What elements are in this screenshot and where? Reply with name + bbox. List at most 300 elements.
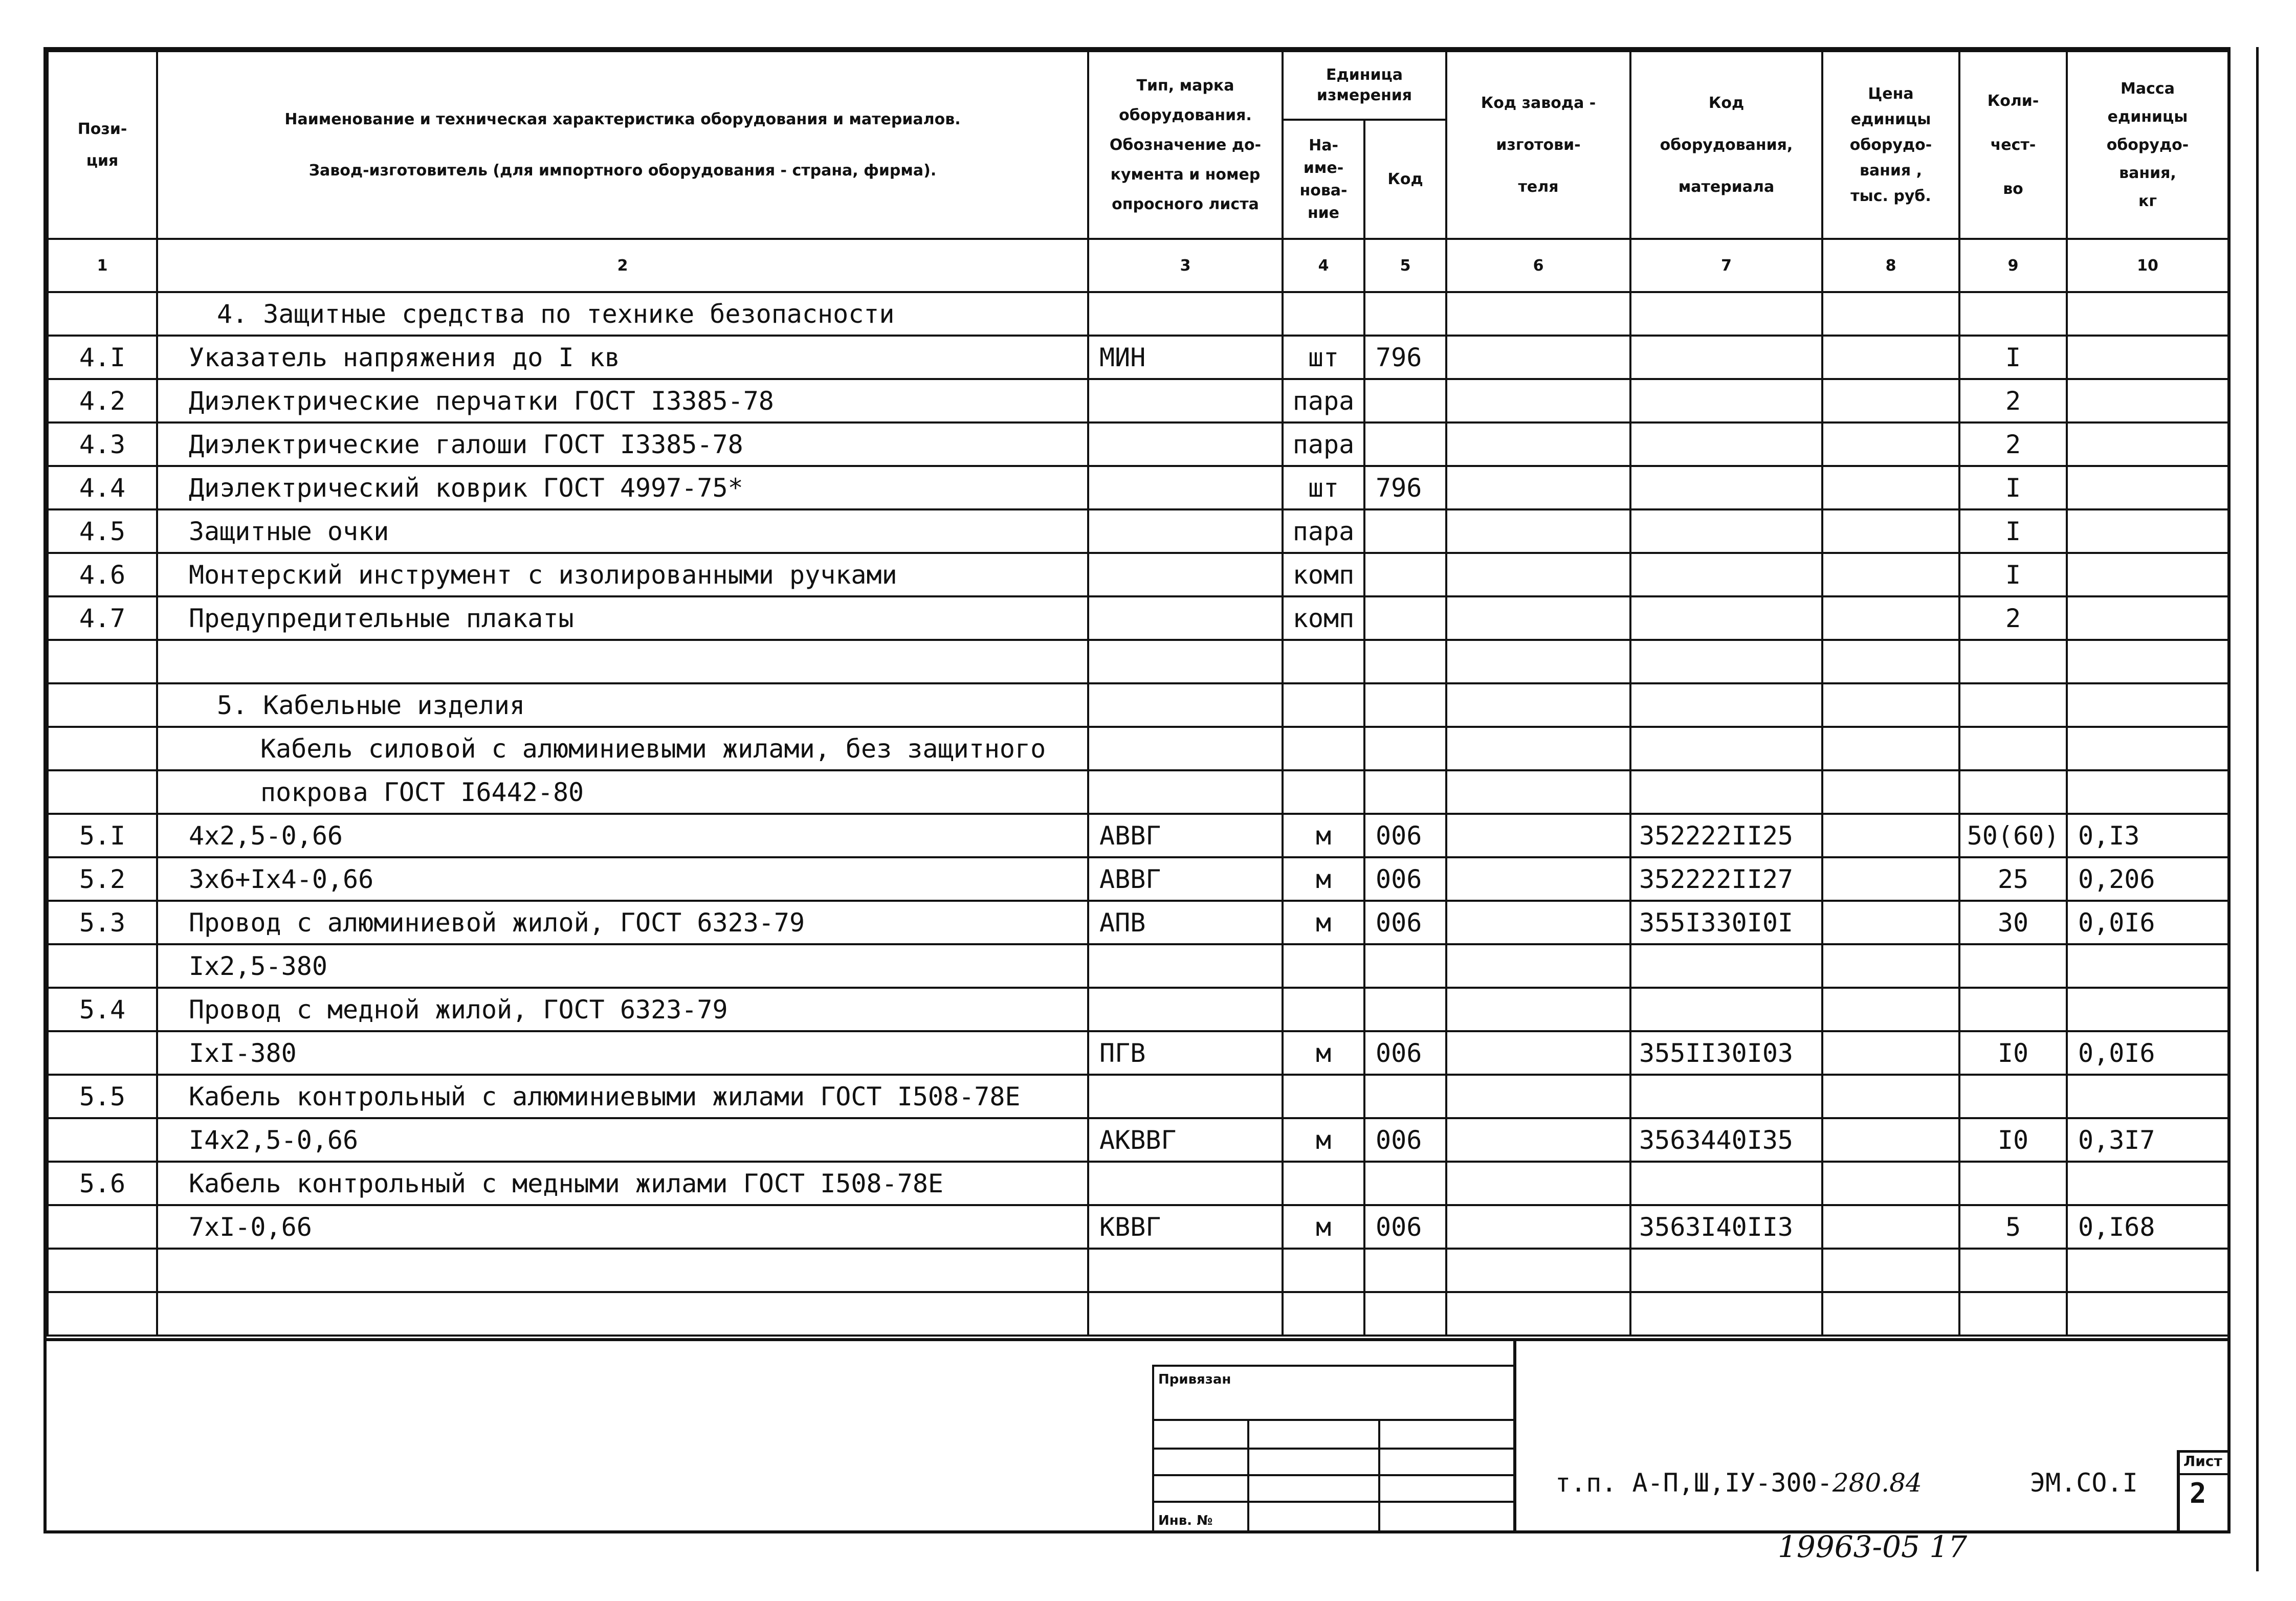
unit-name-cell bbox=[1283, 1292, 1364, 1336]
price-cell bbox=[1822, 901, 1959, 944]
factory-code-cell bbox=[1446, 466, 1630, 509]
column-number: 8 bbox=[1822, 239, 1959, 292]
header-line: вания , bbox=[1859, 161, 1923, 180]
mass-cell bbox=[2067, 596, 2228, 640]
price-cell bbox=[1822, 423, 1959, 466]
unit-code-cell bbox=[1364, 1249, 1446, 1292]
table-row bbox=[48, 1075, 2228, 1118]
price-cell bbox=[1822, 727, 1959, 770]
document-code: ЭМ.СО.I bbox=[2030, 1468, 2138, 1498]
table-row bbox=[48, 336, 2228, 379]
type-cell bbox=[1088, 640, 1283, 683]
header-line: Единица bbox=[1326, 66, 1403, 84]
quantity-cell: 5 bbox=[1959, 1205, 2067, 1249]
quantity-cell: I0 bbox=[1959, 1031, 2067, 1075]
name-cell: Предупредительные плакаты bbox=[157, 596, 1088, 640]
table-row bbox=[48, 988, 2228, 1031]
type-cell: ПГВ bbox=[1088, 1031, 1283, 1075]
unit-code-cell bbox=[1364, 770, 1446, 814]
position-cell: 5.4 bbox=[48, 988, 157, 1031]
quantity-cell: I bbox=[1959, 553, 2067, 596]
header-line: материала bbox=[1678, 177, 1775, 196]
equipment-code-cell bbox=[1630, 336, 1822, 379]
header-line: Код bbox=[1708, 94, 1745, 112]
mass-cell bbox=[2067, 379, 2228, 423]
column-number: 1 bbox=[48, 239, 157, 292]
mass-cell bbox=[2067, 727, 2228, 770]
unit-code-cell: 796 bbox=[1364, 466, 1446, 509]
unit-name-cell: м bbox=[1283, 814, 1364, 857]
unit-name-cell: пара bbox=[1283, 509, 1364, 553]
factory-code-cell bbox=[1446, 423, 1630, 466]
column-number: 3 bbox=[1088, 239, 1283, 292]
header-line: единицы bbox=[1850, 110, 1931, 128]
factory-code-cell bbox=[1446, 944, 1630, 988]
unit-name-cell bbox=[1283, 988, 1364, 1031]
table-row bbox=[48, 944, 2228, 988]
header-line: изготови- bbox=[1496, 136, 1581, 154]
type-cell bbox=[1088, 423, 1283, 466]
table-row bbox=[48, 901, 2228, 944]
name-cell: 4. Защитные средства по технике безопасности bbox=[157, 292, 1088, 336]
column-number: 6 bbox=[1446, 239, 1630, 292]
equipment-code-cell: 355I330I0I bbox=[1630, 901, 1822, 944]
price-cell bbox=[1822, 336, 1959, 379]
unit-name-cell: м bbox=[1283, 1118, 1364, 1162]
position-cell bbox=[48, 1249, 157, 1292]
table-row bbox=[48, 640, 2228, 683]
factory-code-cell bbox=[1446, 1162, 1630, 1205]
unit-name-cell bbox=[1283, 292, 1364, 336]
price-cell bbox=[1822, 683, 1959, 727]
unit-name-cell: пара bbox=[1283, 379, 1364, 423]
table-row bbox=[48, 1031, 2228, 1075]
unit-code-cell bbox=[1364, 727, 1446, 770]
mass-cell bbox=[2067, 1292, 2228, 1336]
name-cell: 7хI-0,66 bbox=[157, 1205, 1088, 1249]
position-cell: 5.I bbox=[48, 814, 157, 857]
name-cell: Iх2,5-380 bbox=[157, 944, 1088, 988]
mass-cell bbox=[2067, 466, 2228, 509]
quantity-cell: 30 bbox=[1959, 901, 2067, 944]
position-cell: 4.4 bbox=[48, 466, 157, 509]
type-cell bbox=[1088, 683, 1283, 727]
equipment-code-cell bbox=[1630, 509, 1822, 553]
header-factory-code bbox=[1446, 51, 1630, 239]
header-line: тыс. руб. bbox=[1850, 187, 1931, 205]
header-line: измерения bbox=[1316, 86, 1412, 104]
header-line: ция bbox=[86, 151, 119, 170]
type-cell bbox=[1088, 770, 1283, 814]
position-cell bbox=[48, 944, 157, 988]
name-cell: Кабель силовой с алюминиевыми жилами, без защитного bbox=[157, 727, 1088, 770]
quantity-cell bbox=[1959, 1075, 2067, 1118]
quantity-cell bbox=[1959, 1249, 2067, 1292]
column-number-row bbox=[48, 239, 2228, 292]
header-mass bbox=[2067, 51, 2228, 239]
unit-code-cell bbox=[1364, 379, 1446, 423]
type-cell: АПВ bbox=[1088, 901, 1283, 944]
table-row bbox=[48, 1292, 2228, 1336]
equipment-code-cell bbox=[1630, 683, 1822, 727]
factory-code-cell bbox=[1446, 857, 1630, 901]
column-number: 10 bbox=[2067, 239, 2228, 292]
header-line: Наименование и техническая характеристика оборудования и материалов. bbox=[284, 110, 961, 128]
position-cell bbox=[48, 1118, 157, 1162]
equipment-code-cell: 352222II27 bbox=[1630, 857, 1822, 901]
mass-cell bbox=[2067, 336, 2228, 379]
quantity-cell bbox=[1959, 727, 2067, 770]
header-equipment-code bbox=[1630, 51, 1822, 239]
quantity-cell bbox=[1959, 988, 2067, 1031]
mass-cell: 0,3I7 bbox=[2067, 1118, 2228, 1162]
position-cell bbox=[48, 1205, 157, 1249]
price-cell bbox=[1822, 1205, 1959, 1249]
unit-code-cell bbox=[1364, 509, 1446, 553]
position-cell bbox=[48, 683, 157, 727]
quantity-cell bbox=[1959, 1292, 2067, 1336]
bound-label: Привязан bbox=[1158, 1372, 1231, 1387]
quantity-cell bbox=[1959, 770, 2067, 814]
name-cell bbox=[157, 640, 1088, 683]
name-cell: Кабель контрольный с алюминиевыми жилами ГОСТ I508-78Е bbox=[157, 1075, 1088, 1118]
unit-name-cell: шт bbox=[1283, 466, 1364, 509]
type-cell bbox=[1088, 379, 1283, 423]
unit-name-cell bbox=[1283, 727, 1364, 770]
header-unit-name bbox=[1283, 120, 1364, 239]
unit-name-cell bbox=[1283, 1249, 1364, 1292]
type-cell: КВВГ bbox=[1088, 1205, 1283, 1249]
header-line: Цена bbox=[1868, 84, 1914, 103]
name-cell: Монтерский инструмент с изолированными ручками bbox=[157, 553, 1088, 596]
type-cell bbox=[1088, 553, 1283, 596]
unit-code-cell: 006 bbox=[1364, 901, 1446, 944]
mass-cell bbox=[2067, 1162, 2228, 1205]
unit-code-cell bbox=[1364, 1162, 1446, 1205]
table-row bbox=[48, 596, 2228, 640]
quantity-cell: 25 bbox=[1959, 857, 2067, 901]
name-cell: Защитные очки bbox=[157, 509, 1088, 553]
name-cell bbox=[157, 1249, 1088, 1292]
type-cell bbox=[1088, 1292, 1283, 1336]
header-line: оборудования. bbox=[1119, 106, 1252, 124]
name-cell: Диэлектрический коврик ГОСТ 4997-75* bbox=[157, 466, 1088, 509]
unit-code-cell: 006 bbox=[1364, 857, 1446, 901]
table-row bbox=[48, 1205, 2228, 1249]
quantity-cell bbox=[1959, 292, 2067, 336]
type-cell bbox=[1088, 988, 1283, 1031]
name-cell: Провод с медной жилой, ГОСТ 6323-79 bbox=[157, 988, 1088, 1031]
type-cell bbox=[1088, 944, 1283, 988]
factory-code-cell bbox=[1446, 1031, 1630, 1075]
factory-code-cell bbox=[1446, 770, 1630, 814]
unit-name-cell: комп bbox=[1283, 553, 1364, 596]
type-cell bbox=[1088, 727, 1283, 770]
unit-name-cell bbox=[1283, 1075, 1364, 1118]
equipment-code-cell bbox=[1630, 1249, 1822, 1292]
header-line: единицы bbox=[2107, 108, 2188, 126]
mass-cell bbox=[2067, 944, 2228, 988]
header-line: Коли- bbox=[1987, 92, 2039, 110]
name-cell: Кабель контрольный с медными жилами ГОСТ I508-78Е bbox=[157, 1162, 1088, 1205]
factory-code-cell bbox=[1446, 814, 1630, 857]
quantity-cell: 50(60) bbox=[1959, 814, 2067, 857]
factory-code-cell bbox=[1446, 553, 1630, 596]
sheet-number: 2 bbox=[2190, 1477, 2206, 1509]
mass-cell: 0,I3 bbox=[2067, 814, 2228, 857]
position-cell: 4.7 bbox=[48, 596, 157, 640]
factory-code-cell bbox=[1446, 1075, 1630, 1118]
column-number: 9 bbox=[1959, 239, 2067, 292]
position-cell: 4.6 bbox=[48, 553, 157, 596]
name-cell: Диэлектрические перчатки ГОСТ I3385-78 bbox=[157, 379, 1088, 423]
equipment-code-cell bbox=[1630, 553, 1822, 596]
quantity-cell bbox=[1959, 1162, 2067, 1205]
factory-code-cell bbox=[1446, 683, 1630, 727]
position-cell: 4.3 bbox=[48, 423, 157, 466]
mass-cell bbox=[2067, 1075, 2228, 1118]
table-row bbox=[48, 727, 2228, 770]
unit-name-cell: м bbox=[1283, 1031, 1364, 1075]
table-row bbox=[48, 292, 2228, 336]
mass-cell bbox=[2067, 683, 2228, 727]
factory-code-cell bbox=[1446, 901, 1630, 944]
position-cell: 5.3 bbox=[48, 901, 157, 944]
factory-code-cell bbox=[1446, 336, 1630, 379]
column-number: 2 bbox=[157, 239, 1088, 292]
factory-code-cell bbox=[1446, 1118, 1630, 1162]
equipment-code-cell bbox=[1630, 1292, 1822, 1336]
header-line: нова- bbox=[1299, 181, 1348, 199]
name-cell: 5. Кабельные изделия bbox=[157, 683, 1088, 727]
header-price bbox=[1822, 51, 1959, 239]
header-position bbox=[48, 51, 157, 239]
unit-code-cell bbox=[1364, 988, 1446, 1031]
unit-code-cell bbox=[1364, 683, 1446, 727]
position-cell: 4.5 bbox=[48, 509, 157, 553]
position-cell bbox=[48, 770, 157, 814]
binding-stamp bbox=[1152, 1365, 1515, 1533]
quantity-cell bbox=[1959, 683, 2067, 727]
unit-name-cell bbox=[1283, 640, 1364, 683]
header-line: Завод-изготовитель (для импортного оборудования - страна, фирма). bbox=[308, 161, 937, 180]
header-line: Пози- bbox=[77, 120, 127, 138]
quantity-cell: 2 bbox=[1959, 596, 2067, 640]
price-cell bbox=[1822, 292, 1959, 336]
factory-code-cell bbox=[1446, 1292, 1630, 1336]
specification-table-frame bbox=[43, 47, 2231, 1341]
table-row bbox=[48, 553, 2228, 596]
quantity-cell: 2 bbox=[1959, 423, 2067, 466]
name-cell: Указатель напряжения до I кв bbox=[157, 336, 1088, 379]
unit-code-cell bbox=[1364, 944, 1446, 988]
type-cell bbox=[1088, 1249, 1283, 1292]
header-line: теля bbox=[1518, 177, 1559, 196]
table-row bbox=[48, 770, 2228, 814]
type-cell bbox=[1088, 1162, 1283, 1205]
header-line: Тип, марка bbox=[1136, 76, 1234, 95]
price-cell bbox=[1822, 1075, 1959, 1118]
unit-name-cell: м bbox=[1283, 857, 1364, 901]
equipment-code-cell bbox=[1630, 1162, 1822, 1205]
unit-code-cell bbox=[1364, 596, 1446, 640]
type-cell: АВВГ bbox=[1088, 814, 1283, 857]
handwritten-archive-number: 19963-05 17 bbox=[1778, 1529, 1968, 1564]
price-cell bbox=[1822, 814, 1959, 857]
price-cell bbox=[1822, 770, 1959, 814]
column-number: 5 bbox=[1364, 239, 1446, 292]
table-row bbox=[48, 466, 2228, 509]
mass-cell bbox=[2067, 292, 2228, 336]
unit-code-cell bbox=[1364, 1075, 1446, 1118]
unit-code-cell: 006 bbox=[1364, 814, 1446, 857]
unit-name-cell: пара bbox=[1283, 423, 1364, 466]
equipment-code-cell bbox=[1630, 466, 1822, 509]
column-number: 7 bbox=[1630, 239, 1822, 292]
price-cell bbox=[1822, 1292, 1959, 1336]
table-row bbox=[48, 1162, 2228, 1205]
header-line: чест- bbox=[1990, 136, 2036, 154]
header-line: Масса bbox=[2121, 80, 2175, 98]
equipment-code-cell bbox=[1630, 944, 1822, 988]
type-cell bbox=[1088, 292, 1283, 336]
header-unit-code-text: Код bbox=[1387, 170, 1423, 188]
price-cell bbox=[1822, 1162, 1959, 1205]
name-cell: покрова ГОСТ I6442-80 bbox=[157, 770, 1088, 814]
factory-code-cell bbox=[1446, 727, 1630, 770]
name-cell: I4х2,5-0,66 bbox=[157, 1118, 1088, 1162]
table-row bbox=[48, 683, 2228, 727]
table-row bbox=[48, 857, 2228, 901]
header-line: кг bbox=[2138, 192, 2157, 210]
header-quantity bbox=[1959, 51, 2067, 239]
header-line: оборудования, bbox=[1660, 136, 1793, 154]
mass-cell bbox=[2067, 988, 2228, 1031]
unit-name-cell: комп bbox=[1283, 596, 1364, 640]
factory-code-cell bbox=[1446, 596, 1630, 640]
inventory-label: Инв. № bbox=[1158, 1513, 1213, 1528]
name-cell: IхI-380 bbox=[157, 1031, 1088, 1075]
column-number: 4 bbox=[1283, 239, 1364, 292]
table-row bbox=[48, 1249, 2228, 1292]
position-cell bbox=[48, 1292, 157, 1336]
quantity-cell bbox=[1959, 640, 2067, 683]
price-cell bbox=[1822, 640, 1959, 683]
header-line: во bbox=[2003, 180, 2023, 198]
name-cell: Диэлектрические галоши ГОСТ I3385-78 bbox=[157, 423, 1088, 466]
unit-code-cell: 006 bbox=[1364, 1118, 1446, 1162]
table-row bbox=[48, 423, 2228, 466]
position-cell: 4.I bbox=[48, 336, 157, 379]
price-cell bbox=[1822, 466, 1959, 509]
equipment-code-cell: 3563440I35 bbox=[1630, 1118, 1822, 1162]
header-line: вания, bbox=[2119, 164, 2176, 182]
equipment-code-cell bbox=[1630, 640, 1822, 683]
header-line: кумента и номер bbox=[1110, 165, 1261, 184]
equipment-code-cell: 3563I40II3 bbox=[1630, 1205, 1822, 1249]
position-cell bbox=[48, 640, 157, 683]
type-cell: МИН bbox=[1088, 336, 1283, 379]
table-header-row bbox=[48, 51, 2228, 120]
header-type bbox=[1088, 51, 1283, 239]
unit-code-cell bbox=[1364, 1292, 1446, 1336]
price-cell bbox=[1822, 1249, 1959, 1292]
header-line: опросного листа bbox=[1112, 195, 1259, 213]
equipment-code-cell bbox=[1630, 292, 1822, 336]
unit-code-cell: 006 bbox=[1364, 1031, 1446, 1075]
mass-cell: 0,0I6 bbox=[2067, 901, 2228, 944]
unit-code-cell bbox=[1364, 553, 1446, 596]
equipment-code-cell: 352222II25 bbox=[1630, 814, 1822, 857]
unit-name-cell bbox=[1283, 1162, 1364, 1205]
name-cell: 4х2,5-0,66 bbox=[157, 814, 1088, 857]
type-cell bbox=[1088, 509, 1283, 553]
table-row bbox=[48, 1118, 2228, 1162]
header-line: име- bbox=[1303, 159, 1344, 177]
unit-code-cell: 796 bbox=[1364, 336, 1446, 379]
factory-code-cell bbox=[1446, 509, 1630, 553]
equipment-code-cell bbox=[1630, 770, 1822, 814]
factory-code-cell bbox=[1446, 292, 1630, 336]
position-cell bbox=[48, 727, 157, 770]
equipment-code-cell bbox=[1630, 423, 1822, 466]
sheet-label: Лист bbox=[2183, 1453, 2222, 1470]
unit-name-cell: шт bbox=[1283, 336, 1364, 379]
quantity-cell: I bbox=[1959, 466, 2067, 509]
price-cell bbox=[1822, 1118, 1959, 1162]
equipment-code-cell bbox=[1630, 596, 1822, 640]
table-row bbox=[48, 509, 2228, 553]
type-cell: АВВГ bbox=[1088, 857, 1283, 901]
factory-code-cell bbox=[1446, 1205, 1630, 1249]
factory-code-cell bbox=[1446, 1249, 1630, 1292]
project-code bbox=[1555, 1468, 1922, 1498]
name-cell: Провод с алюминиевой жилой, ГОСТ 6323-79 bbox=[157, 901, 1088, 944]
mass-cell bbox=[2067, 640, 2228, 683]
mass-cell: 0,0I6 bbox=[2067, 1031, 2228, 1075]
quantity-cell bbox=[1959, 944, 2067, 988]
table-row bbox=[48, 379, 2228, 423]
type-cell bbox=[1088, 1075, 1283, 1118]
unit-name-cell: м bbox=[1283, 901, 1364, 944]
unit-name-cell bbox=[1283, 944, 1364, 988]
price-cell bbox=[1822, 988, 1959, 1031]
equipment-code-cell bbox=[1630, 1075, 1822, 1118]
price-cell bbox=[1822, 553, 1959, 596]
unit-code-cell bbox=[1364, 423, 1446, 466]
equipment-code-cell bbox=[1630, 379, 1822, 423]
mass-cell bbox=[2067, 423, 2228, 466]
factory-code-cell bbox=[1446, 988, 1630, 1031]
position-cell: 4.2 bbox=[48, 379, 157, 423]
position-cell bbox=[48, 1031, 157, 1075]
unit-name-cell bbox=[1283, 770, 1364, 814]
equipment-code-cell bbox=[1630, 727, 1822, 770]
table-row bbox=[48, 814, 2228, 857]
header-line: оборудо- bbox=[2106, 136, 2189, 154]
position-cell: 5.2 bbox=[48, 857, 157, 901]
header-line: ние bbox=[1307, 204, 1340, 222]
specification-table bbox=[47, 50, 2229, 1337]
unit-name-cell: м bbox=[1283, 1205, 1364, 1249]
quantity-cell: I bbox=[1959, 509, 2067, 553]
price-cell bbox=[1822, 596, 1959, 640]
type-cell bbox=[1088, 466, 1283, 509]
equipment-code-cell: 355II30I03 bbox=[1630, 1031, 1822, 1075]
mass-cell bbox=[2067, 553, 2228, 596]
project-code-handwritten: 280.84 bbox=[1832, 1468, 1922, 1498]
factory-code-cell bbox=[1446, 379, 1630, 423]
